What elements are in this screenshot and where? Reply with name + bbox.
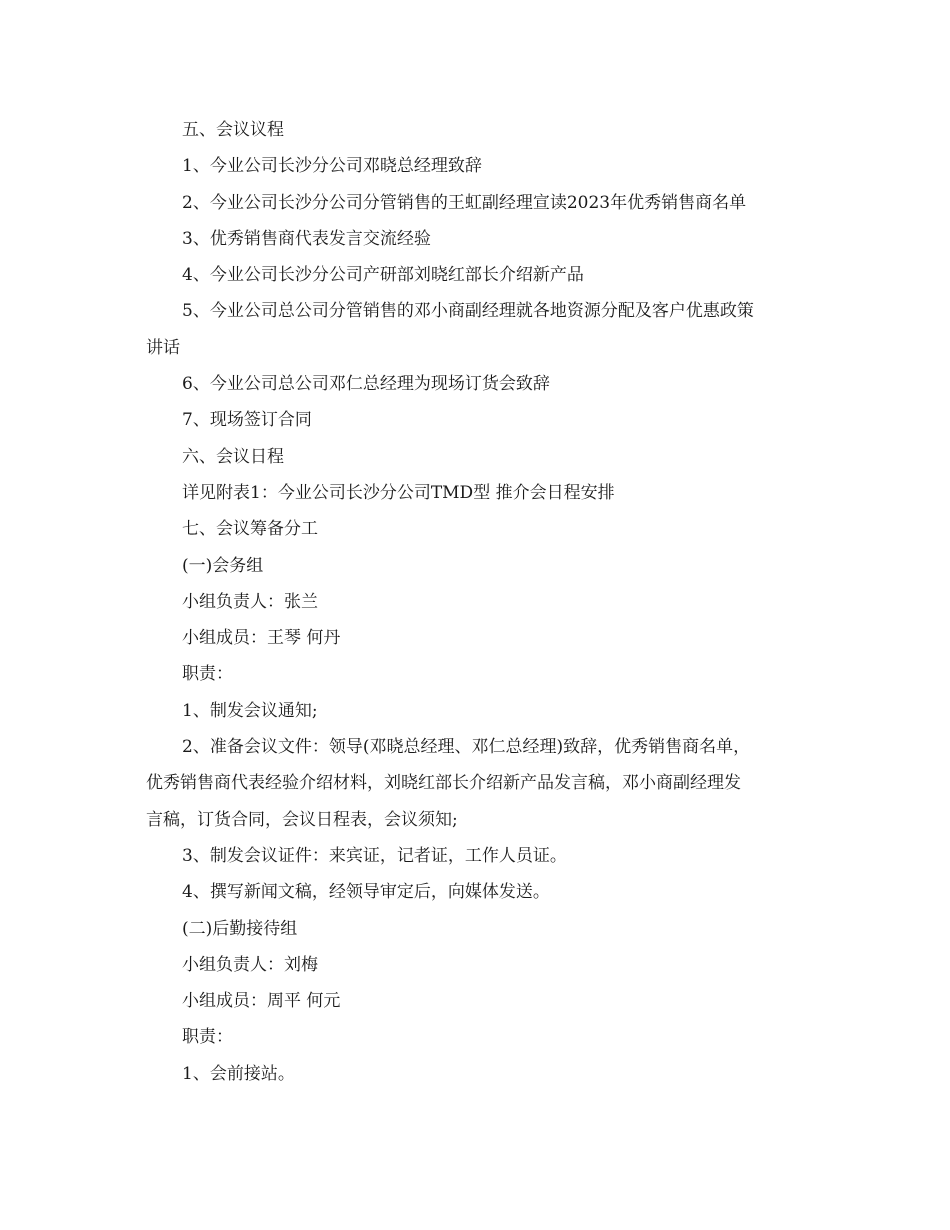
section-heading-division: 七、会议筹备分工 [182, 519, 318, 540]
affairs-duty-4: 4、撰写新闻文稿，经领导审定后，向媒体发送。 [182, 882, 550, 903]
agenda-item-6: 6、今业公司总公司邓仁总经理为现场订货会致辞 [182, 374, 550, 395]
affairs-group-leader: 小组负责人：张兰 [182, 591, 318, 612]
subsection-logistics-group: (二)后勤接待组 [182, 918, 298, 939]
section-heading-agenda: 五、会议议程 [182, 120, 284, 140]
affairs-duty-1: 1、制发会议通知; [182, 700, 318, 721]
document-page [146, 112, 810, 1092]
agenda-item-3: 3、优秀销售商代表发言交流经验 [182, 228, 431, 249]
logistics-duty-1: 1、会前接站。 [182, 1063, 295, 1084]
logistics-duties-label: 职责： [182, 1027, 233, 1048]
agenda-item-5: 5、今业公司总公司分管销售的邓小商副经理就各地资源分配及客户优惠政策 [182, 301, 754, 322]
schedule-reference: 详见附表1：今业公司长沙分公司TMD型 推介会日程安排 [182, 482, 615, 503]
logistics-group-members: 小组成员：周平 何元 [182, 991, 341, 1012]
affairs-duty-3: 3、制发会议证件：来宾证，记者证，工作人员证。 [182, 845, 567, 866]
agenda-item-7: 7、现场签订合同 [182, 410, 312, 431]
agenda-item-5-continued: 讲话 [146, 337, 180, 358]
affairs-group-members: 小组成员：王琴 何丹 [182, 628, 341, 649]
subsection-affairs-group: (一)会务组 [182, 555, 264, 576]
agenda-item-1: 1、今业公司长沙分公司邓晓总经理致辞 [182, 156, 482, 177]
affairs-duty-2: 2、准备会议文件：领导(邓晓总经理、邓仁总经理)致辞，优秀销售商名单， [182, 737, 751, 758]
agenda-item-4: 4、今业公司长沙分公司产研部刘晓红部长介绍新产品 [182, 265, 584, 286]
affairs-duties-label: 职责： [182, 664, 233, 685]
affairs-duty-2-continued-1: 优秀销售商代表经验介绍材料，刘晓红部长介绍新产品发言稿，邓小商副经理发 [146, 773, 741, 794]
logistics-group-leader: 小组负责人：刘梅 [182, 954, 318, 975]
agenda-item-2: 2、今业公司长沙分公司分管销售的王虹副经理宣读2023年优秀销售商名单 [182, 192, 747, 213]
affairs-duty-2-continued-2: 言稿，订货合同，会议日程表，会议须知; [146, 809, 458, 830]
section-heading-schedule: 六、会议日程 [182, 446, 284, 467]
